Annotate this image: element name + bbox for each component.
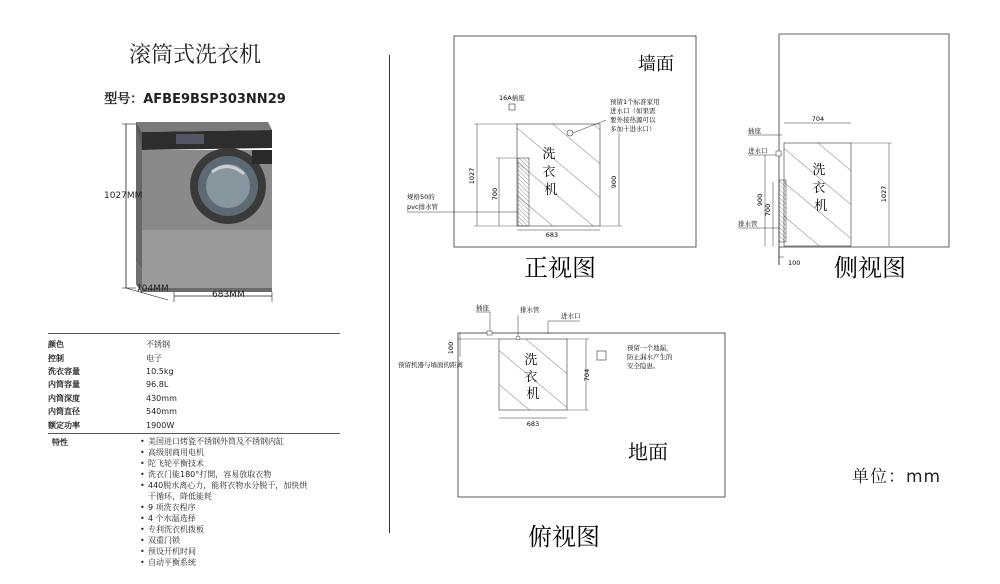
top-drain-label: 排水管 (520, 306, 540, 314)
front-view-label: 正视图 (524, 254, 596, 282)
side-view (738, 34, 949, 282)
spec-value: 电子 (146, 353, 162, 363)
feature-item: • 9 项洗衣程序 (140, 502, 308, 513)
feature-item: • 洗衣门能180°打開，容易放取衣物 (140, 469, 308, 480)
top-view-label: 俯视图 (528, 523, 600, 551)
floor-drain-icon (597, 351, 606, 360)
spec-key: 内筒深度 (48, 393, 80, 403)
feature-item: • 双重门锁 (140, 535, 308, 546)
side-dim-1027: 1027 (880, 185, 888, 203)
front-machine-label: 洗 衣 机 (542, 147, 558, 198)
socket-icon (487, 331, 492, 335)
front-dim-1027: 1027 (468, 167, 476, 185)
drain-icon (516, 336, 520, 340)
front-dim-683: 683 (545, 231, 559, 239)
inlet-icon (776, 151, 781, 156)
spec-key: 内筒直径 (48, 407, 80, 417)
socket-icon (509, 104, 515, 110)
product-title: 滚筒式洗衣机 (128, 43, 261, 68)
spec-value: 540mm (146, 407, 177, 417)
spec-key: 颜色 (48, 340, 64, 350)
model-number: 型号：AFBE9BSP303NN29 (104, 92, 286, 107)
unit-label: 单位：mm (852, 467, 942, 487)
feature-item: • 陀飞轮平衡技术 (140, 458, 308, 469)
feature-item: • 自动平衡系统 (140, 557, 308, 568)
side-dim-704: 704 (811, 115, 825, 123)
feature-item: • 预设开机时间 (140, 546, 308, 557)
spec-value: 1900W (146, 420, 175, 430)
front-pipe-note: 规格50的 pvc排水管 (407, 193, 439, 211)
front-wall-label: 墙面 (638, 54, 674, 75)
side-view-label: 侧视图 (834, 254, 906, 282)
spec-key: 控制 (48, 353, 64, 363)
height-dimension: 1027MM (104, 191, 143, 201)
width-dimension: 683MM (212, 290, 245, 300)
feature-item: • 440脱水离心力，能将衣物水分脱干，加快烘干循环，降低能耗 (140, 480, 308, 502)
features-label: 特性 (52, 438, 68, 447)
top-socket-label: 插座 (476, 304, 489, 312)
feature-item: • 美国进口烤瓷不锈钢外筒及不锈钢内缸 (140, 436, 308, 447)
front-dim-700: 700 (491, 187, 499, 201)
side-machine-label: 洗 衣 机 (812, 163, 828, 214)
depth-dimension: 704MM (136, 284, 169, 294)
side-dim-100: 100 (788, 259, 801, 267)
top-dim-704: 704 (583, 368, 591, 382)
feature-item: • 专利洗衣机拨板 (140, 524, 308, 535)
top-drain-note: 预留一个地漏， 防止漏水产生的 安全隐患。 (627, 344, 673, 370)
side-socket-label: 插座 (748, 127, 761, 135)
side-drain-label: 排水管 (738, 220, 758, 228)
spec-value: 96.8L (146, 380, 169, 390)
spec-key: 洗衣容量 (48, 366, 80, 376)
top-view (398, 303, 725, 551)
side-dim-900: 900 (756, 193, 764, 207)
top-inlet-label: 进水口 (561, 312, 581, 320)
front-socket-label: 16A插座 (499, 94, 525, 102)
top-dim-683: 683 (526, 420, 540, 428)
side-dim-700: 700 (764, 203, 772, 217)
spec-value: 不锈钢 (146, 340, 170, 350)
floor-label: 地面 (628, 440, 668, 464)
side-inlet-label: 进水口 (748, 147, 768, 155)
spec-value: 10.5kg (146, 366, 174, 376)
spec-key: 内筒容量 (48, 380, 80, 390)
front-view (407, 36, 696, 282)
feature-item: • 4 个水温选择 (140, 513, 308, 524)
front-dim-900: 900 (610, 175, 618, 189)
front-inlet-note: 预留1个标准家用 进水口（如果需 要外接热源可以 多加十进水口） (610, 98, 660, 133)
top-dim-100: 100 (447, 341, 455, 355)
feature-item: • 高级别商用电机 (140, 447, 308, 458)
top-machine-label: 洗 衣 机 (524, 353, 540, 402)
spec-value: 430mm (146, 393, 177, 403)
top-wall-gap-note: 预留机器与墙面的距离 (398, 361, 463, 369)
spec-key: 额定功率 (48, 420, 80, 430)
